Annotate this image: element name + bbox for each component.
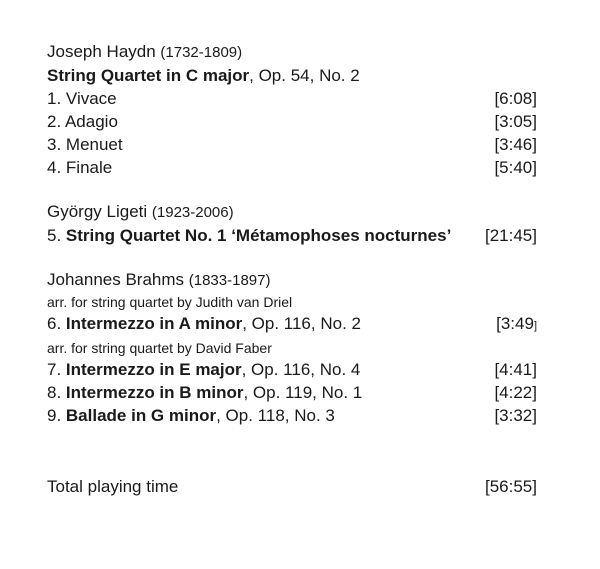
total-duration: [56:55]: [485, 477, 537, 496]
composer-name: György Ligeti: [47, 202, 152, 221]
arranger-note: arr. for string quartet by Judith van Driel: [47, 294, 293, 310]
work-title-rest: , Op. 54, No. 2: [249, 66, 360, 85]
track-opus: , Op. 118, No. 3: [216, 406, 335, 425]
track-number: 6.: [47, 314, 66, 333]
work-title-bold: String Quartet in C major: [47, 66, 250, 85]
composer-section: [47, 268, 537, 427]
track-title: [47, 358, 360, 381]
track-title: [47, 156, 112, 179]
track-title: [47, 224, 451, 247]
track-duration: [4:22]: [494, 383, 537, 402]
track-title: [47, 404, 335, 427]
track-name: Intermezzo in B minor: [65, 383, 244, 402]
track-row: [47, 404, 537, 427]
track-number: 7.: [47, 360, 66, 379]
track-row: [47, 110, 537, 133]
track-title: [47, 381, 362, 404]
track-row: [47, 358, 537, 381]
track-list: [47, 40, 537, 427]
track-number: 4.: [47, 158, 66, 177]
track-row: [47, 224, 537, 247]
composer-section: [47, 40, 537, 179]
composer-dates: (1732-1809): [160, 44, 243, 61]
track-number: 1.: [47, 89, 66, 108]
duration-close-bracket: ]: [533, 320, 537, 332]
track-title: [47, 133, 123, 156]
track-duration: [5:40]: [494, 158, 537, 177]
composer-dates: (1923-2006): [151, 204, 234, 221]
track-number: 3.: [47, 135, 66, 154]
track-duration: [3:05]: [494, 112, 537, 131]
track-duration: [21:45]: [485, 226, 537, 245]
work-title: [47, 64, 537, 87]
composer-section: [47, 200, 537, 247]
composer-name: Joseph Haydn: [47, 42, 161, 61]
composer-dates: (1833-1897): [188, 272, 271, 289]
track-row: [47, 381, 537, 404]
track-name: Ballade in G minor: [65, 406, 217, 425]
composer-header: [47, 40, 537, 64]
track-name: Menuet: [65, 135, 123, 154]
total-playing-time-row: [47, 475, 537, 498]
track-number: 9.: [47, 406, 66, 425]
track-duration: [3:46]: [494, 135, 537, 154]
track-row: [47, 312, 537, 338]
track-title: [47, 312, 361, 335]
track-row: [47, 133, 537, 156]
track-opus: , Op. 116, No. 4: [241, 360, 361, 379]
track-number: 2.: [47, 112, 65, 131]
track-name: Finale: [65, 158, 113, 177]
track-row: [47, 87, 537, 110]
track-title: [47, 110, 118, 133]
track-duration: [3:32]: [494, 406, 537, 425]
composer-header: [47, 268, 537, 292]
arranger-note: arr. for string quartet by David Faber: [47, 340, 272, 356]
track-name: String Quartet No. 1 ‘Métamophoses nocturnes’: [65, 226, 452, 245]
track-number: 8.: [47, 383, 66, 402]
track-duration: [6:08]: [494, 89, 537, 108]
composer-header: [47, 200, 537, 224]
track-duration: [496, 312, 537, 338]
total-label: Total playing time: [47, 477, 179, 496]
track-title: [47, 87, 117, 110]
track-row: [47, 156, 537, 179]
track-name: Vivace: [65, 89, 117, 108]
duration-main: [3:49: [496, 314, 534, 333]
track-opus: , Op. 116, No. 2: [242, 314, 361, 333]
composer-name: Johannes Brahms: [47, 270, 189, 289]
track-name: Intermezzo in E major: [65, 360, 242, 379]
track-name: Adagio: [64, 112, 118, 131]
track-opus: , Op. 119, No. 1: [243, 383, 363, 402]
track-name: Intermezzo in A minor: [65, 314, 243, 333]
track-duration: [4:41]: [494, 360, 537, 379]
track-number: 5.: [47, 226, 66, 245]
